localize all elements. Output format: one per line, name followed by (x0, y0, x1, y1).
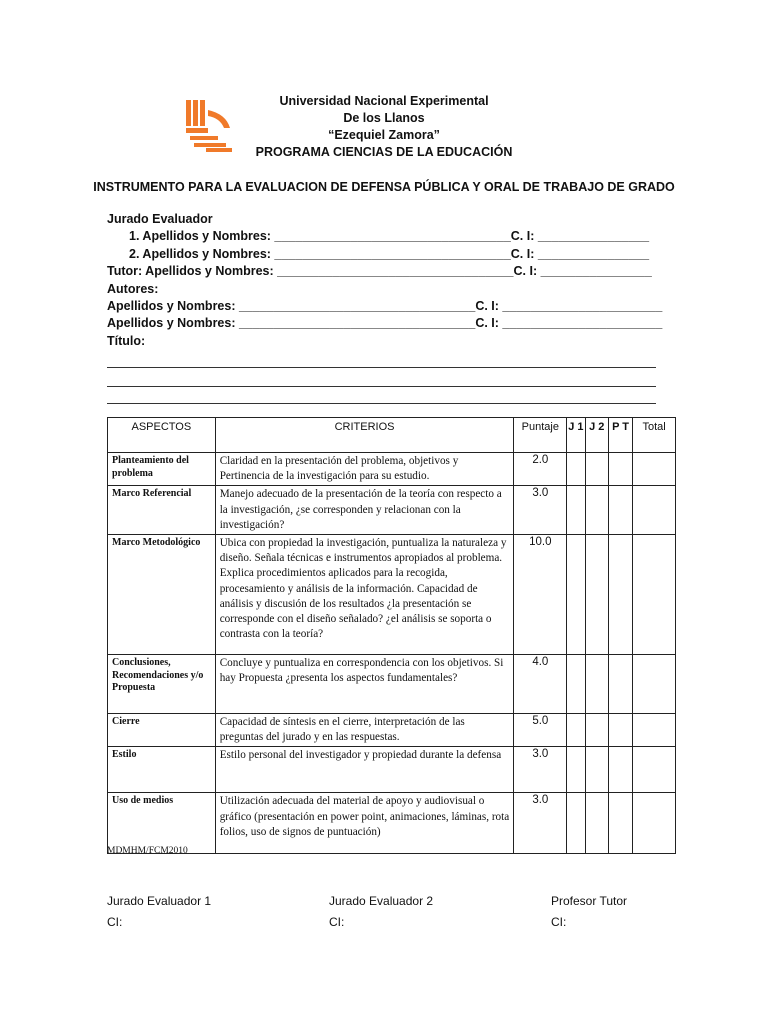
table-row (108, 453, 676, 486)
pt-input-cell[interactable] (608, 453, 632, 486)
score-cell: 2.0 (514, 453, 567, 486)
tutor-field: Tutor: Apellidos y Nombres: __________________________________C. I: ________________ (107, 264, 652, 279)
evaluation-form (107, 211, 667, 350)
pt-input-cell[interactable] (608, 655, 632, 714)
aspect-cell: Marco Metodológico (108, 535, 216, 655)
program-name: PROGRAMA CIENCIAS DE LA EDUCACIÓN (255, 145, 513, 159)
jurado-1-field: 1. Apellidos y Nombres: __________________________________C. I: ________________ (129, 229, 650, 244)
j1-input-cell[interactable] (567, 655, 585, 714)
jurado-heading: Jurado Evaluador (107, 212, 213, 226)
criteria-cell: Concluye y puntualiza en correspondencia con los objetivos. Si hay Propuesta ¿presenta los aspectos fundamentales? (215, 655, 514, 714)
table-header-row (108, 418, 676, 453)
jurado-2-ci: CI: (329, 915, 345, 929)
aspect-cell: Planteamiento del problema (108, 453, 216, 486)
institution-header (0, 93, 768, 161)
titulo-line-1 (107, 367, 656, 368)
table-row (108, 747, 676, 793)
table-row (108, 535, 676, 655)
j1-input-cell[interactable] (567, 714, 585, 747)
score-cell: 5.0 (514, 714, 567, 747)
j2-input-cell[interactable] (585, 535, 608, 655)
document-title: INSTRUMENTO PARA LA EVALUACION DE DEFENSA PÚBLICA Y ORAL DE TRABAJO DE GRADO (93, 180, 675, 194)
total-input-cell[interactable] (633, 793, 676, 854)
titulo-line-2 (107, 386, 656, 387)
autores-heading: Autores: (107, 281, 159, 296)
header-total: Total (633, 418, 676, 453)
j1-input-cell[interactable] (567, 486, 585, 535)
criteria-cell: Estilo personal del investigador y propiedad durante la defensa (215, 747, 514, 793)
autor-2-field: Apellidos y Nombres: __________________________________C. I: _______________________ (107, 316, 663, 331)
pt-input-cell[interactable] (608, 714, 632, 747)
header-aspectos: ASPECTOS (108, 418, 216, 453)
total-input-cell[interactable] (633, 535, 676, 655)
table-row (108, 655, 676, 714)
score-cell: 3.0 (514, 747, 567, 793)
j1-input-cell[interactable] (567, 453, 585, 486)
j1-input-cell[interactable] (567, 747, 585, 793)
titulo-label: Título: (107, 333, 146, 348)
j1-input-cell[interactable] (567, 535, 585, 655)
total-input-cell[interactable] (633, 747, 676, 793)
jurado-2-label: Jurado Evaluador 2 (329, 894, 434, 908)
aspect-cell: Estilo (108, 747, 216, 793)
pt-input-cell[interactable] (608, 793, 632, 854)
aspect-cell: Marco Referencial (108, 486, 216, 535)
signature-jurado-2 (329, 891, 433, 933)
total-input-cell[interactable] (633, 486, 676, 535)
header-j2: J 2 (585, 418, 608, 453)
aspect-cell: Uso de medios (108, 793, 216, 854)
aspect-cell: Cierre (108, 714, 216, 747)
j1-input-cell[interactable] (567, 793, 585, 854)
criteria-cell: Claridad en la presentación del problema, objetivos y Pertinencia de la investigación para su estudio. (215, 453, 514, 486)
header-puntaje: Puntaje (514, 418, 567, 453)
university-region: De los Llanos (343, 111, 425, 125)
signature-jurado-1 (107, 891, 211, 933)
jurado-2-field: 2. Apellidos y Nombres: __________________________________C. I: ________________ (129, 246, 650, 261)
pt-input-cell[interactable] (608, 535, 632, 655)
pt-input-cell[interactable] (608, 486, 632, 535)
j2-input-cell[interactable] (585, 655, 608, 714)
criteria-cell: Ubica con propiedad la investigación, puntualiza la naturaleza y diseño. Señala técnicas e instrumentos apropiados al problema. Explica procedimientos aplicados para la recogida, procesamiento y análisis de la información. Capacidad de análisis y discusión de los resultados ¿la presentación se corresponde con el diseño señalado? ¿el análisis se soporta o contrasta con la teoría? (215, 535, 514, 655)
tutor-ci: CI: (551, 915, 567, 929)
j2-input-cell[interactable] (585, 453, 608, 486)
titulo-line-3 (107, 403, 656, 404)
score-cell: 3.0 (514, 793, 567, 854)
tutor-label: Profesor Tutor (551, 894, 628, 908)
jurado-1-label: Jurado Evaluador 1 (107, 894, 212, 908)
total-input-cell[interactable] (633, 714, 676, 747)
document-code: MDMHM/FCM2010 (107, 846, 188, 856)
autor-1-field: Apellidos y Nombres: __________________________________C. I: _______________________ (107, 299, 663, 314)
header-j1: J 1 (567, 418, 585, 453)
table-row (108, 486, 676, 535)
pt-input-cell[interactable] (608, 747, 632, 793)
university-eponym: “Ezequiel Zamora” (328, 128, 440, 142)
table-row (108, 793, 676, 854)
score-cell: 4.0 (514, 655, 567, 714)
total-input-cell[interactable] (633, 655, 676, 714)
signature-tutor (551, 891, 627, 933)
j2-input-cell[interactable] (585, 486, 608, 535)
aspect-cell: Conclusiones, Recomendaciones y/o Propuesta (108, 655, 216, 714)
criteria-cell: Capacidad de síntesis en el cierre, interpretación de las preguntas del jurado y en las respuestas. (215, 714, 514, 747)
j2-input-cell[interactable] (585, 793, 608, 854)
header-criterios: CRITERIOS (215, 418, 514, 453)
evaluation-table (107, 417, 676, 854)
score-cell: 10.0 (514, 535, 567, 655)
j2-input-cell[interactable] (585, 714, 608, 747)
total-input-cell[interactable] (633, 453, 676, 486)
criteria-cell: Manejo adecuado de la presentación de la teoría con respecto a la investigación, ¿se corresponden y relacionan con la investigación? (215, 486, 514, 535)
university-name: Universidad Nacional Experimental (279, 94, 489, 108)
j2-input-cell[interactable] (585, 747, 608, 793)
criteria-cell: Utilización adecuada del material de apoyo y audiovisual o gráfico (presentación en power point, animaciones, láminas, rota folios, uso de signos de puntuación) (215, 793, 514, 854)
jurado-1-ci: CI: (107, 915, 123, 929)
header-pt: P T (608, 418, 632, 453)
table-row (108, 714, 676, 747)
score-cell: 3.0 (514, 486, 567, 535)
